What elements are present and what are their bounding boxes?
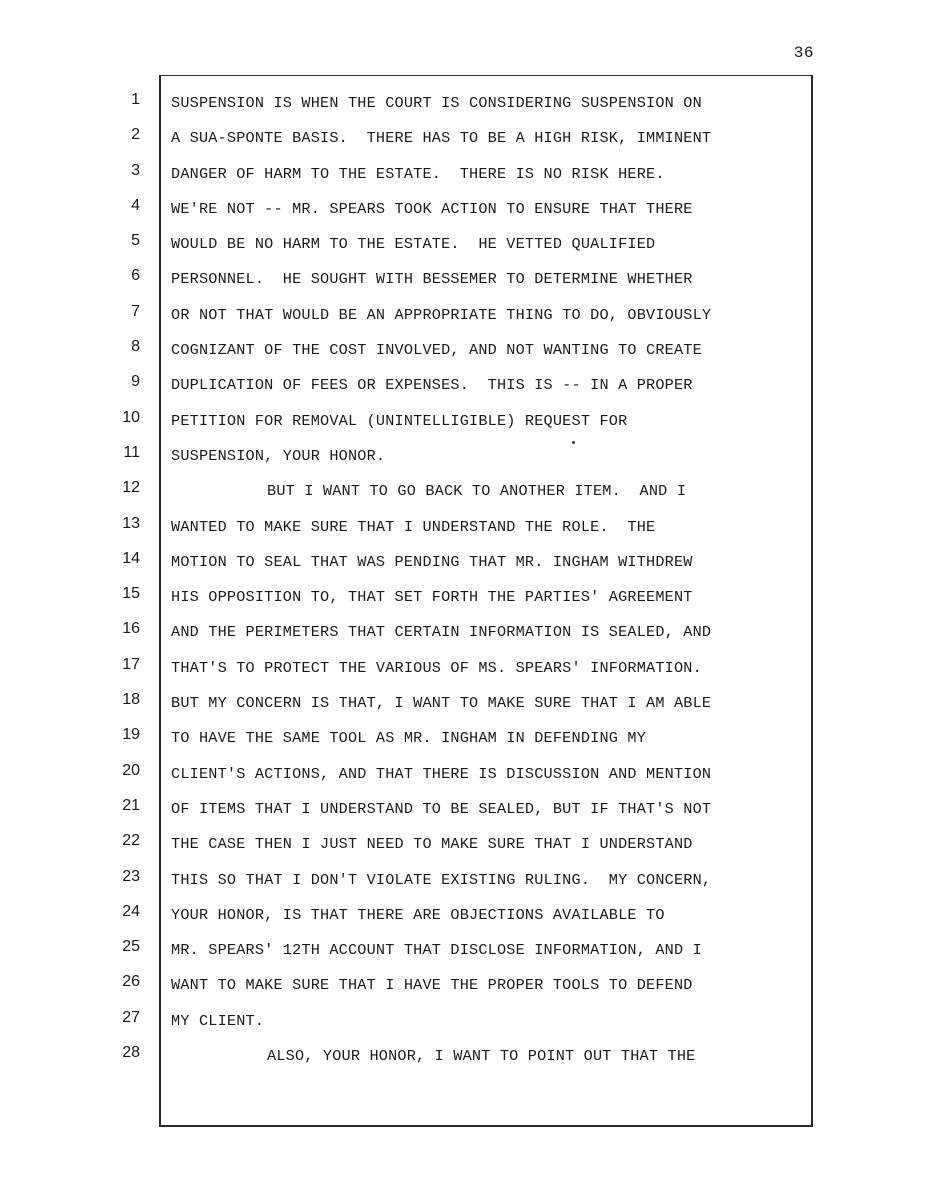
- line-number: 1: [131, 91, 140, 108]
- line-number: 18: [122, 691, 140, 709]
- line-number: 7: [131, 302, 140, 320]
- line-number: 19: [122, 726, 140, 744]
- line-number: 8: [131, 338, 140, 356]
- line-number: 5: [131, 232, 140, 250]
- transcript-line: WANTED TO MAKE SURE THAT I UNDERSTAND THE ROLE. THE: [171, 517, 656, 536]
- stray-mark: [572, 441, 575, 444]
- transcript-line: THAT'S TO PROTECT THE VARIOUS OF MS. SPEARS' INFORMATION.: [171, 658, 702, 677]
- line-number: 21: [122, 796, 140, 814]
- line-number-column: [100, 91, 140, 1079]
- line-number: 28: [122, 1044, 140, 1062]
- line-number: 27: [122, 1008, 140, 1026]
- transcript-line: SUSPENSION, YOUR HONOR.: [171, 446, 386, 465]
- line-number: 12: [122, 479, 140, 497]
- transcript-line: PETITION FOR REMOVAL (UNINTELLIGIBLE) REQUEST FOR: [171, 411, 628, 430]
- line-number: 26: [122, 973, 140, 991]
- line-number: 14: [122, 549, 140, 567]
- page-number: 36: [793, 44, 814, 62]
- transcript-line: WE'RE NOT -- MR. SPEARS TOOK ACTION TO ENSURE THAT THERE: [171, 199, 693, 218]
- transcript-line: BUT I WANT TO GO BACK TO ANOTHER ITEM. AND I: [267, 482, 687, 501]
- transcript-line: YOUR HONOR, IS THAT THERE ARE OBJECTIONS AVAILABLE TO: [171, 905, 665, 924]
- transcript-line: THE CASE THEN I JUST NEED TO MAKE SURE THAT I UNDERSTAND: [171, 835, 693, 854]
- line-number: 17: [122, 655, 140, 673]
- transcript-body: [171, 91, 811, 1079]
- line-number: 10: [122, 408, 140, 426]
- transcript-line: TO HAVE THE SAME TOOL AS MR. INGHAM IN DEFENDING MY: [171, 729, 647, 748]
- transcript-line: OR NOT THAT WOULD BE AN APPROPRIATE THING TO DO, OBVIOUSLY: [171, 305, 712, 324]
- line-number: 23: [122, 867, 140, 885]
- transcript-line: MY CLIENT.: [171, 1011, 265, 1030]
- transcript-line: MOTION TO SEAL THAT WAS PENDING THAT MR. INGHAM WITHDREW: [171, 552, 693, 571]
- transcript-line: ALSO, YOUR HONOR, I WANT TO POINT OUT THAT THE: [267, 1047, 696, 1066]
- transcript-line: A SUA-SPONTE BASIS. THERE HAS TO BE A HIGH RISK, IMMINENT: [171, 129, 712, 148]
- line-number: 16: [122, 620, 140, 638]
- transcript-line: CLIENT'S ACTIONS, AND THAT THERE IS DISCUSSION AND MENTION: [171, 764, 712, 783]
- line-number: 3: [131, 161, 140, 179]
- transcript-line: AND THE PERIMETERS THAT CERTAIN INFORMATION IS SEALED, AND: [171, 623, 712, 642]
- transcript-line: OF ITEMS THAT I UNDERSTAND TO BE SEALED, BUT IF THAT'S NOT: [171, 799, 712, 818]
- line-number: 24: [122, 902, 140, 920]
- transcript-line: MR. SPEARS' 12TH ACCOUNT THAT DISCLOSE INFORMATION, AND I: [171, 941, 702, 960]
- transcript-line: DUPLICATION OF FEES OR EXPENSES. THIS IS -- IN A PROPER: [171, 376, 693, 395]
- transcript-line: PERSONNEL. HE SOUGHT WITH BESSEMER TO DETERMINE WHETHER: [171, 270, 693, 289]
- transcript-line: WANT TO MAKE SURE THAT I HAVE THE PROPER TOOLS TO DEFEND: [171, 976, 693, 995]
- transcript-line: DANGER OF HARM TO THE ESTATE. THERE IS NO RISK HERE.: [171, 164, 665, 183]
- line-number: 4: [131, 196, 140, 214]
- transcript-line: WOULD BE NO HARM TO THE ESTATE. HE VETTED QUALIFIED: [171, 235, 656, 254]
- transcript-line: SUSPENSION IS WHEN THE COURT IS CONSIDERING SUSPENSION ON: [171, 94, 702, 112]
- transcript-line: THIS SO THAT I DON'T VIOLATE EXISTING RULING. MY CONCERN,: [171, 870, 712, 889]
- transcript-line: HIS OPPOSITION TO, THAT SET FORTH THE PARTIES' AGREEMENT: [171, 588, 693, 607]
- line-number: 9: [131, 373, 140, 391]
- line-number: 6: [131, 267, 140, 285]
- line-number: 13: [122, 514, 140, 532]
- transcript-line: COGNIZANT OF THE COST INVOLVED, AND NOT WANTING TO CREATE: [171, 341, 702, 360]
- line-number: 15: [122, 585, 140, 603]
- transcript-line: BUT MY CONCERN IS THAT, I WANT TO MAKE SURE THAT I AM ABLE: [171, 694, 712, 713]
- line-number: 20: [122, 761, 140, 779]
- line-number: 2: [131, 126, 140, 144]
- line-number: 25: [122, 938, 140, 956]
- line-number: 22: [122, 832, 140, 850]
- line-number: 11: [123, 443, 140, 461]
